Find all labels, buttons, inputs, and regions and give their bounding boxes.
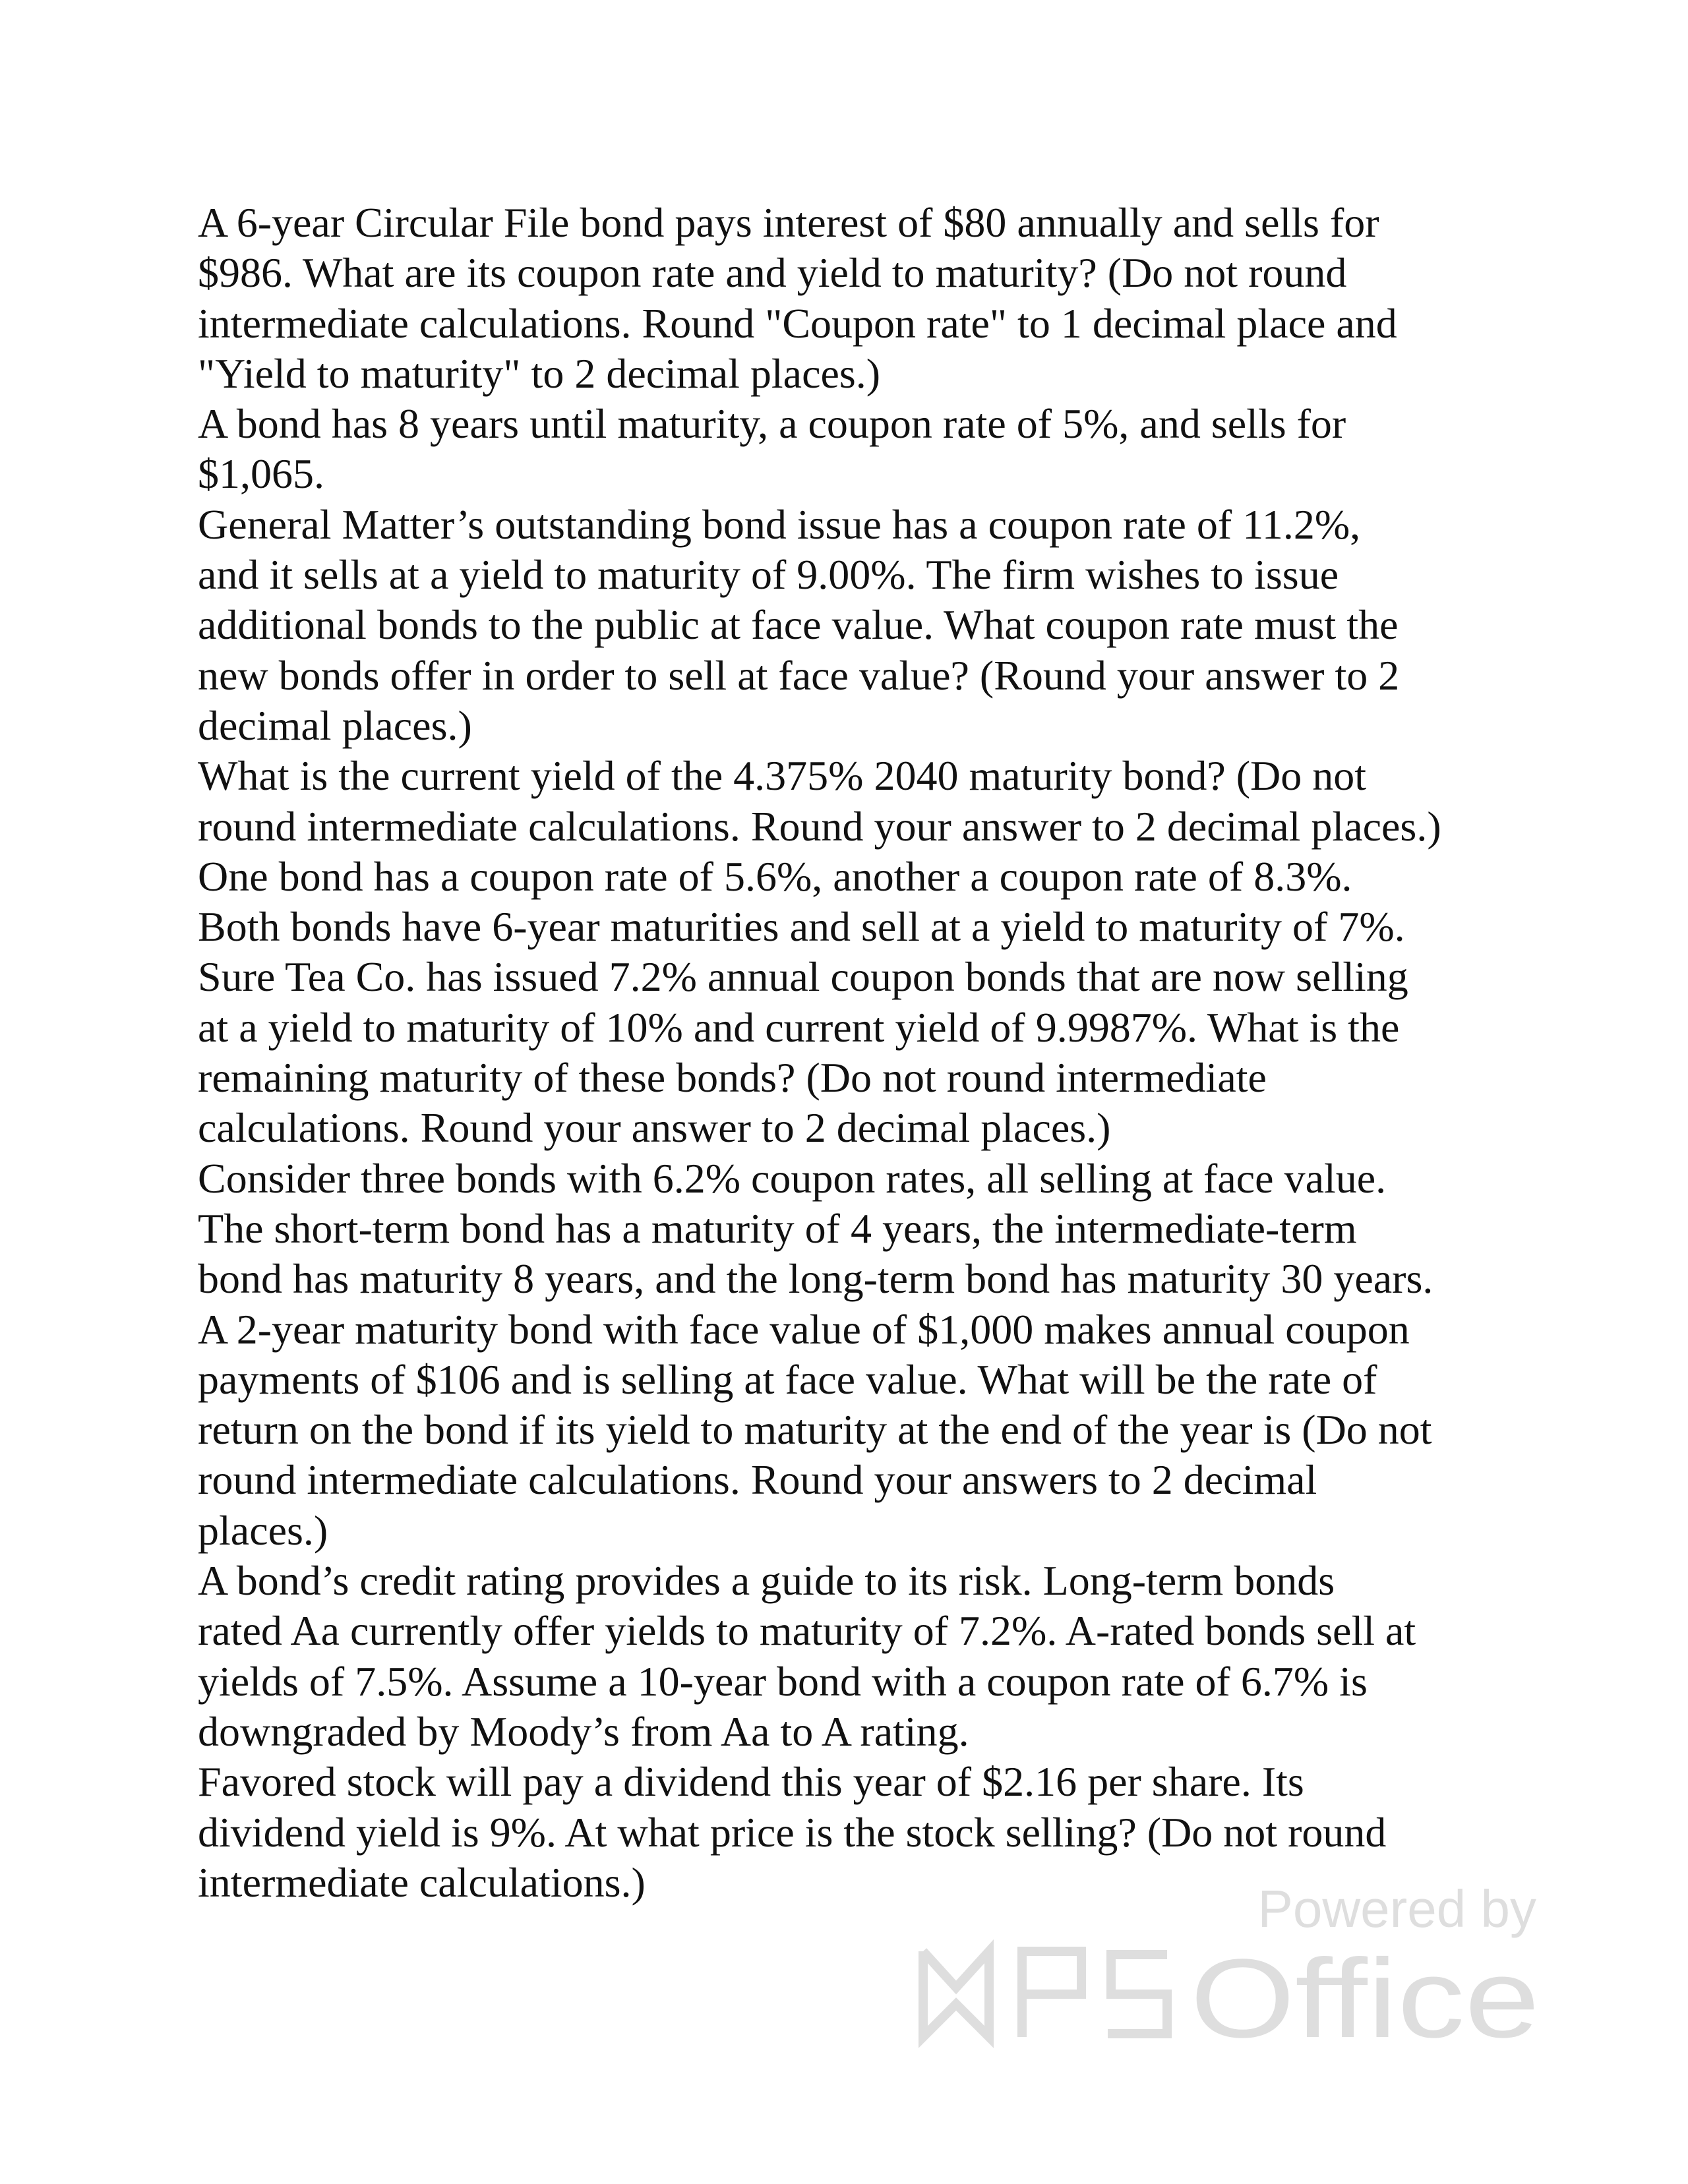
text-line: Sure Tea Co. has issued 7.2% annual coupon bonds that are now selling xyxy=(198,953,1408,1001)
text-line: places.) xyxy=(198,1506,328,1554)
text-line: downgraded by Moody’s from Aa to A rating. xyxy=(198,1707,969,1755)
text-line: A 2-year maturity bond with face value of $1,000 makes annual coupon xyxy=(198,1305,1410,1353)
text-line: and it sells at a yield to maturity of 9.00%. The firm wishes to issue xyxy=(198,551,1339,599)
text-line: $986. What are its coupon rate and yield to maturity? (Do not round xyxy=(198,249,1347,297)
text-line: at a yield to maturity of 10% and current yield of 9.9987%. What is the xyxy=(198,1003,1400,1051)
text-line: Both bonds have 6-year maturities and sell at a yield to maturity of 7%. xyxy=(198,903,1405,951)
text-line: "Yield to maturity" to 2 decimal places.) xyxy=(198,349,881,397)
text-line: A bond has 8 years until maturity, a coupon rate of 5%, and sells for xyxy=(198,400,1346,448)
text-line: Consider three bonds with 6.2% coupon rates, all selling at face value. xyxy=(198,1154,1387,1202)
text-line: round intermediate calculations. Round your answer to 2 decimal places.) xyxy=(198,802,1441,850)
text-line: What is the current yield of the 4.375% 2040 maturity bond? (Do not xyxy=(198,752,1367,800)
text-line: $1,065. xyxy=(198,450,324,498)
text-line: The short-term bond has a maturity of 4 years, the intermediate-term xyxy=(198,1204,1357,1252)
text-line: intermediate calculations.) xyxy=(198,1858,646,1906)
text-line: One bond has a coupon rate of 5.6%, another a coupon rate of 8.3%. xyxy=(198,852,1352,900)
wps-office-logo-icon xyxy=(917,1925,1550,2057)
text-line: payments of $106 and is selling at face value. What will be the rate of xyxy=(198,1355,1377,1403)
watermark-powered-by: Powered by xyxy=(1257,1879,1536,1938)
text-line: calculations. Round your answer to 2 decimal places.) xyxy=(198,1104,1111,1152)
text-line: rated Aa currently offer yields to maturity of 7.2%. A-rated bonds sell at xyxy=(198,1607,1416,1655)
text-line: decimal places.) xyxy=(198,701,472,749)
text-line: yields of 7.5%. Assume a 10-year bond with a coupon rate of 6.7% is xyxy=(198,1657,1368,1705)
text-line: new bonds offer in order to sell at face value? (Round your answer to 2 xyxy=(198,651,1400,699)
text-line: round intermediate calculations. Round your answers to 2 decimal xyxy=(198,1456,1317,1504)
text-line: return on the bond if its yield to maturity at the end of the year is (Do not xyxy=(198,1406,1432,1454)
text-line: General Matter’s outstanding bond issue has a coupon rate of 11.2%, xyxy=(198,500,1361,548)
text-line: A 6-year Circular File bond pays interest of $80 annually and sells for xyxy=(198,199,1379,246)
text-line: bond has maturity 8 years, and the long-term bond has maturity 30 years. xyxy=(198,1255,1433,1303)
text-line: additional bonds to the public at face value. What coupon rate must the xyxy=(198,601,1399,649)
text-line: A bond’s credit rating provides a guide to its risk. Long-term bonds xyxy=(198,1557,1335,1605)
wps-watermark xyxy=(917,1879,1550,2063)
text-line: intermediate calculations. Round "Coupon rate" to 1 decimal place and xyxy=(198,299,1397,347)
document-body xyxy=(198,198,1517,1908)
text-line: Favored stock will pay a dividend this year of $2.16 per share. Its xyxy=(198,1758,1304,1806)
svg-text:Office: Office xyxy=(1190,1936,1540,2057)
text-line: remaining maturity of these bonds? (Do not round intermediate xyxy=(198,1054,1267,1102)
text-line: dividend yield is 9%. At what price is the stock selling? (Do not round xyxy=(198,1808,1387,1856)
